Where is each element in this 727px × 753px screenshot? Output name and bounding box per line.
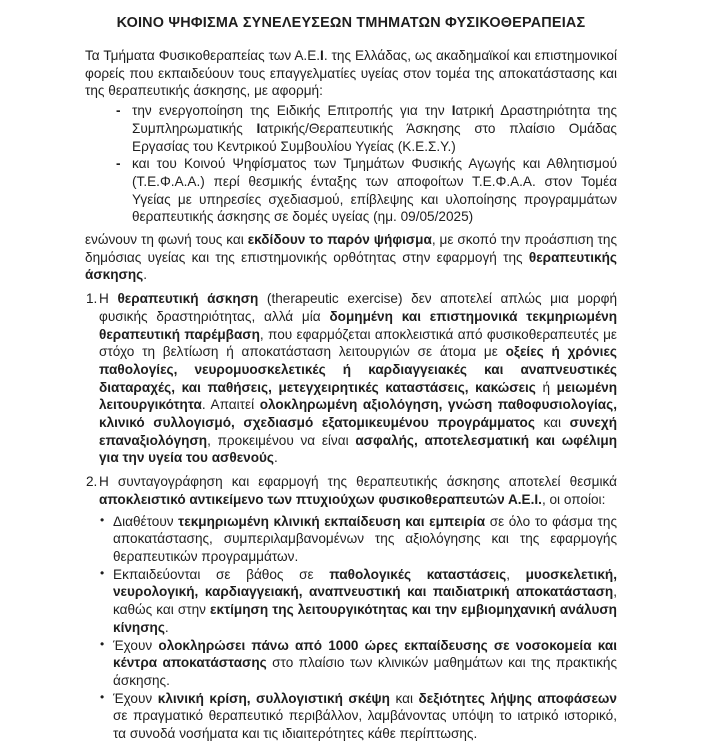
motive-text: και του Κοινού Ψηφίσματος των Τμημάτων Φυσικής Αγωγής και Αθλητισμού (Τ.Ε.Φ.Α.Α.) περί θεσμικής ένταξης των αποφοίτων Τ.Ε.Φ.Α.Α. στον Τομέα Υγείας με υπηρεσίες σχεδιασμού, επίβλεψης και υλοποίησης προγραμμάτων θεραπευτικής άσκησης σε δομές υγείας (ημ. 09/05/2025) bbox=[132, 156, 617, 225]
bullet-icon: • bbox=[100, 566, 105, 581]
qualification-text: Διαθέτουν τεκμηριωμένη κλινική εκπαίδευση και εμπειρία σε όλο το φάσμα της αποκατάστασης, συμπεριλαμβανομένων της αξιολόγησης και της εφαρμογής θεραπευτικών προγραμμάτων. bbox=[113, 513, 618, 564]
document-title: ΚΟΙΝΟ ΨΗΦΙΣΜΑ ΣΥΝΕΛΕΥΣΕΩΝ ΤΜΗΜΑΤΩΝ ΦΥΣΙΚΟΘΕΡΑΠΕΙΑΣ bbox=[116, 15, 586, 31]
bullet-icon: • bbox=[100, 690, 105, 705]
qualification-item bbox=[99, 690, 617, 743]
dash-icon: - bbox=[116, 103, 121, 119]
qualifications-list bbox=[99, 513, 617, 743]
numbered-list bbox=[85, 290, 617, 743]
motive-item bbox=[85, 102, 617, 155]
item-number: 1. bbox=[86, 291, 98, 307]
numbered-item-text: Η συνταγογράφηση και εφαρμογή της θεραπευτικής άσκησης αποτελεί θεσμικά αποκλειστικό αντικείμενο των πτυχιούχων φυσικοθεραπευτών Α.Ε.Ι., οι οποίοι: bbox=[99, 474, 617, 507]
motives-list bbox=[85, 102, 617, 226]
motive-item bbox=[85, 155, 617, 226]
qualification-item bbox=[99, 566, 617, 637]
numbered-item-text: Η θεραπευτική άσκηση (therapeutic exercise) δεν αποτελεί απλώς μια μορφή φυσικής δραστηριότητας, αλλά μία δομημένη και επιστημονικά τεκμηριωμένη θεραπευτική παρέμβαση, που εφαρμόζεται αποκλειστικά από φυσικοθεραπευτές με στόχο τη βελτίωση ή αποκατάσταση λειτουργιών σε άτομα με οξείες ή χρόνιες παθολογίες, νευρομυοσκελετικές ή καρδιαγγειακές και αναπνευστικές διαταραχές, και παθήσεις, μετεγχειρητικές καταστάσεις, κακώσεις ή μειωμένη λειτουργικότητα. Απαιτεί ολοκληρωμένη αξιολόγηση, γνώση παθοφυσιολογίας, κλινικό συλλογισμό, σχεδιασμό εξατομικευμένου προγράμματος και συνεχή επαναξιολόγηση, προκειμένου να είναι ασφαλής, αποτελεσματική και ωφέλιμη για την υγεία του ασθενούς. bbox=[99, 291, 618, 466]
qualification-item bbox=[99, 513, 617, 566]
numbered-item-1 bbox=[85, 290, 617, 467]
qualification-text: Εκπαιδεύονται σε βάθος σε παθολογικές καταστάσεις, μυοσκελετική, νευρολογική, καρδιαγγειακή, αναπνευστική και παιδιατρική αποκατάσταση, καθώς και στην εκτίμηση της λειτουργικότητας και την εμβιομηχανική ανάλυση κίνησης. bbox=[113, 566, 617, 635]
resolution-paragraph: ενώνουν τη φωνή τους και εκδίδουν το παρόν ψήφισμα, με σκοπό την προάσπιση της δημόσιας υγείας και της επιστημονικής ορθότητας στην εφαρμογή της θεραπευτικής άσκησης. bbox=[85, 232, 618, 283]
qualification-item bbox=[99, 637, 617, 690]
dash-icon: - bbox=[116, 156, 121, 172]
qualification-text: Έχουν ολοκληρώσει πάνω από 1000 ώρες εκπαίδευσης σε νοσοκομεία και κέντρα αποκατάστασης στο πλαίσιο των κλινικών μαθημάτων και της πρακτικής άσκησης. bbox=[113, 637, 617, 688]
item-number: 2. bbox=[86, 474, 98, 490]
motive-text: την ενεργοποίηση της Ειδικής Επιτροπής για την Ιατρική Δραστηριότητα της Συμπληρωματικής Ιατρικής/Θεραπευτικής Άσκησης στο πλαίσιο Ομάδας Εργασίας του Κεντρικού Συμβουλίου Υγείας (Κ.Ε.Σ.Υ.) bbox=[132, 103, 617, 154]
bullet-icon: • bbox=[100, 513, 105, 528]
numbered-item-2 bbox=[85, 473, 617, 743]
bullet-icon: • bbox=[100, 637, 105, 651]
qualification-text: Έχουν κλινική κρίση, συλλογιστική σκέψη και δεξιότητες λήψης αποφάσεων σε πραγματικό θεραπευτικό περιβάλλον, λαμβάνοντας υπόψη το ιατρικό ιστορικό, τα συνοδά νοσήματα και τις ιδιαιτερότητες κάθε περίπτωσης. bbox=[113, 690, 617, 742]
intro-paragraph: Τα Τμήματα Φυσικοθεραπείας των Α.Ε.Ι. της Ελλάδας, ως ακαδημαϊκοί και επιστημονικοί φορείς που εκπαιδεύουν τους επαγγελματίες υγείας στον τομέα της αποκατάστασης και της θεραπευτικής άσκησης, με αφορμή: bbox=[85, 48, 617, 99]
